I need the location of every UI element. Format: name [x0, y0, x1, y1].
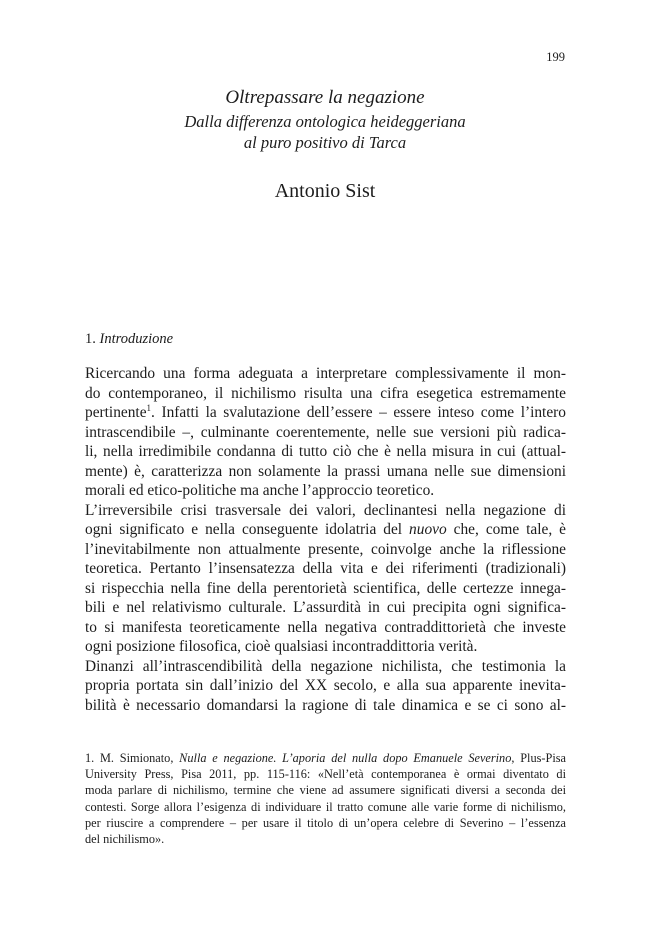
text-fragment: pertinente [85, 404, 147, 421]
text-line: ogni posizione filosofica, cioè qualsiasi incontraddittoria verità. [85, 638, 478, 655]
footnote-line: contesti. Sorge allora l’esigenza di individuare il tratto comune alle varie forme di nichilismo, [85, 799, 566, 814]
text-line: si rispecchia nella fine della perentorietà scientifica, delle certezze innega- [85, 579, 566, 597]
footnote-line: per riuscire a comprendere – per usare il titolo di un’opera celebre di Severino – l’essenza [85, 815, 566, 830]
text-line: L’irreversibile crisi trasversale dei valori, declinantesi nella negazione di [85, 501, 566, 519]
text-line: do contemporaneo, il nichilismo risulta una cifra esegetica estremamente [85, 384, 566, 402]
text-line: bili e nel relativismo culturale. L’assurdità in cui precipita ogni significa- [85, 599, 566, 616]
text-line: teoretica. Pertanto l’insensatezza della vita e dei riferimenti (tradizionali) [85, 560, 566, 577]
footnote-book-title: Nulla e negazione. L’aporia del nulla dopo Emanuele Severino [179, 751, 512, 765]
footnote-author: M. Simionato, [100, 751, 174, 765]
footnote [85, 750, 566, 847]
text-line [85, 520, 566, 540]
text-line: Dinanzi all’intrascendibilità della negazione nichilista, che testimonia la [85, 657, 566, 675]
footnote-line [85, 750, 566, 766]
article-subtitle [0, 111, 650, 153]
page-number: 199 [546, 50, 565, 64]
text-line [85, 403, 566, 423]
text-line: Ricercando una forma adeguata a interpretare complessivamente il mon- [85, 365, 566, 382]
text-line: morali ed etico-politiche ma anche l’approccio teoretico. [85, 482, 435, 499]
text-line: l’inevitabilmente non attualmente presente, coinvolge anche la riflessione [85, 540, 566, 558]
subtitle-line: al puro positivo di Tarca [243, 133, 407, 152]
text-line: bilità è necessario domandarsi la ragione di tale dinamica e se ci sono al- [85, 696, 566, 714]
article-title: Oltrepassare la negazione [225, 87, 425, 108]
text-line: mente) è, caratterizza non solamente la prassi umana nelle sue dimensioni [85, 462, 566, 480]
section-heading [85, 329, 173, 349]
text-fragment: , Plus-Pisa [511, 751, 566, 765]
text-fragment: . Infatti la svalutazione dell’essere – essere inteso come l’intero [151, 404, 566, 421]
footnote-reference[interactable]: 1 [146, 403, 152, 413]
text-fragment: ogni significato e nella conseguente idolatria del [85, 521, 410, 538]
text-line: intrascendibile –, culminante coerentemente, nelle sue versioni più radica- [85, 423, 566, 441]
section-number: 1. [85, 331, 96, 347]
footnote-line: moda parlare di nichilismo, termine che viene ad assumere significati diversi a seconda dei [85, 783, 566, 798]
text-line: to si manifesta teoreticamente nella negativa contraddittorietà che investe [85, 618, 566, 636]
body-text [85, 364, 566, 715]
text-line: li, nella irredimibile condanna di tutto ciò che è nella misura in cui (attual- [85, 443, 566, 460]
footnote-line: del nichilismo». [85, 831, 165, 846]
text-fragment: che, come tale, è [446, 521, 566, 538]
footnote-number: 1. [85, 751, 95, 765]
italic-word: nuovo [409, 521, 447, 538]
author-name: Antonio Sist [274, 180, 376, 202]
footnote-line: University Press, Pisa 2011, pp. 115-116: «Nell’età contemporanea è ormai diventato di [85, 767, 566, 782]
section-title: Introduzione [99, 331, 174, 347]
subtitle-line: Dalla differenza ontologica heideggeriana [184, 112, 466, 131]
text-line: propria portata sin dall’inizio del XX secolo, e alla sua apparente inevita- [85, 677, 566, 694]
